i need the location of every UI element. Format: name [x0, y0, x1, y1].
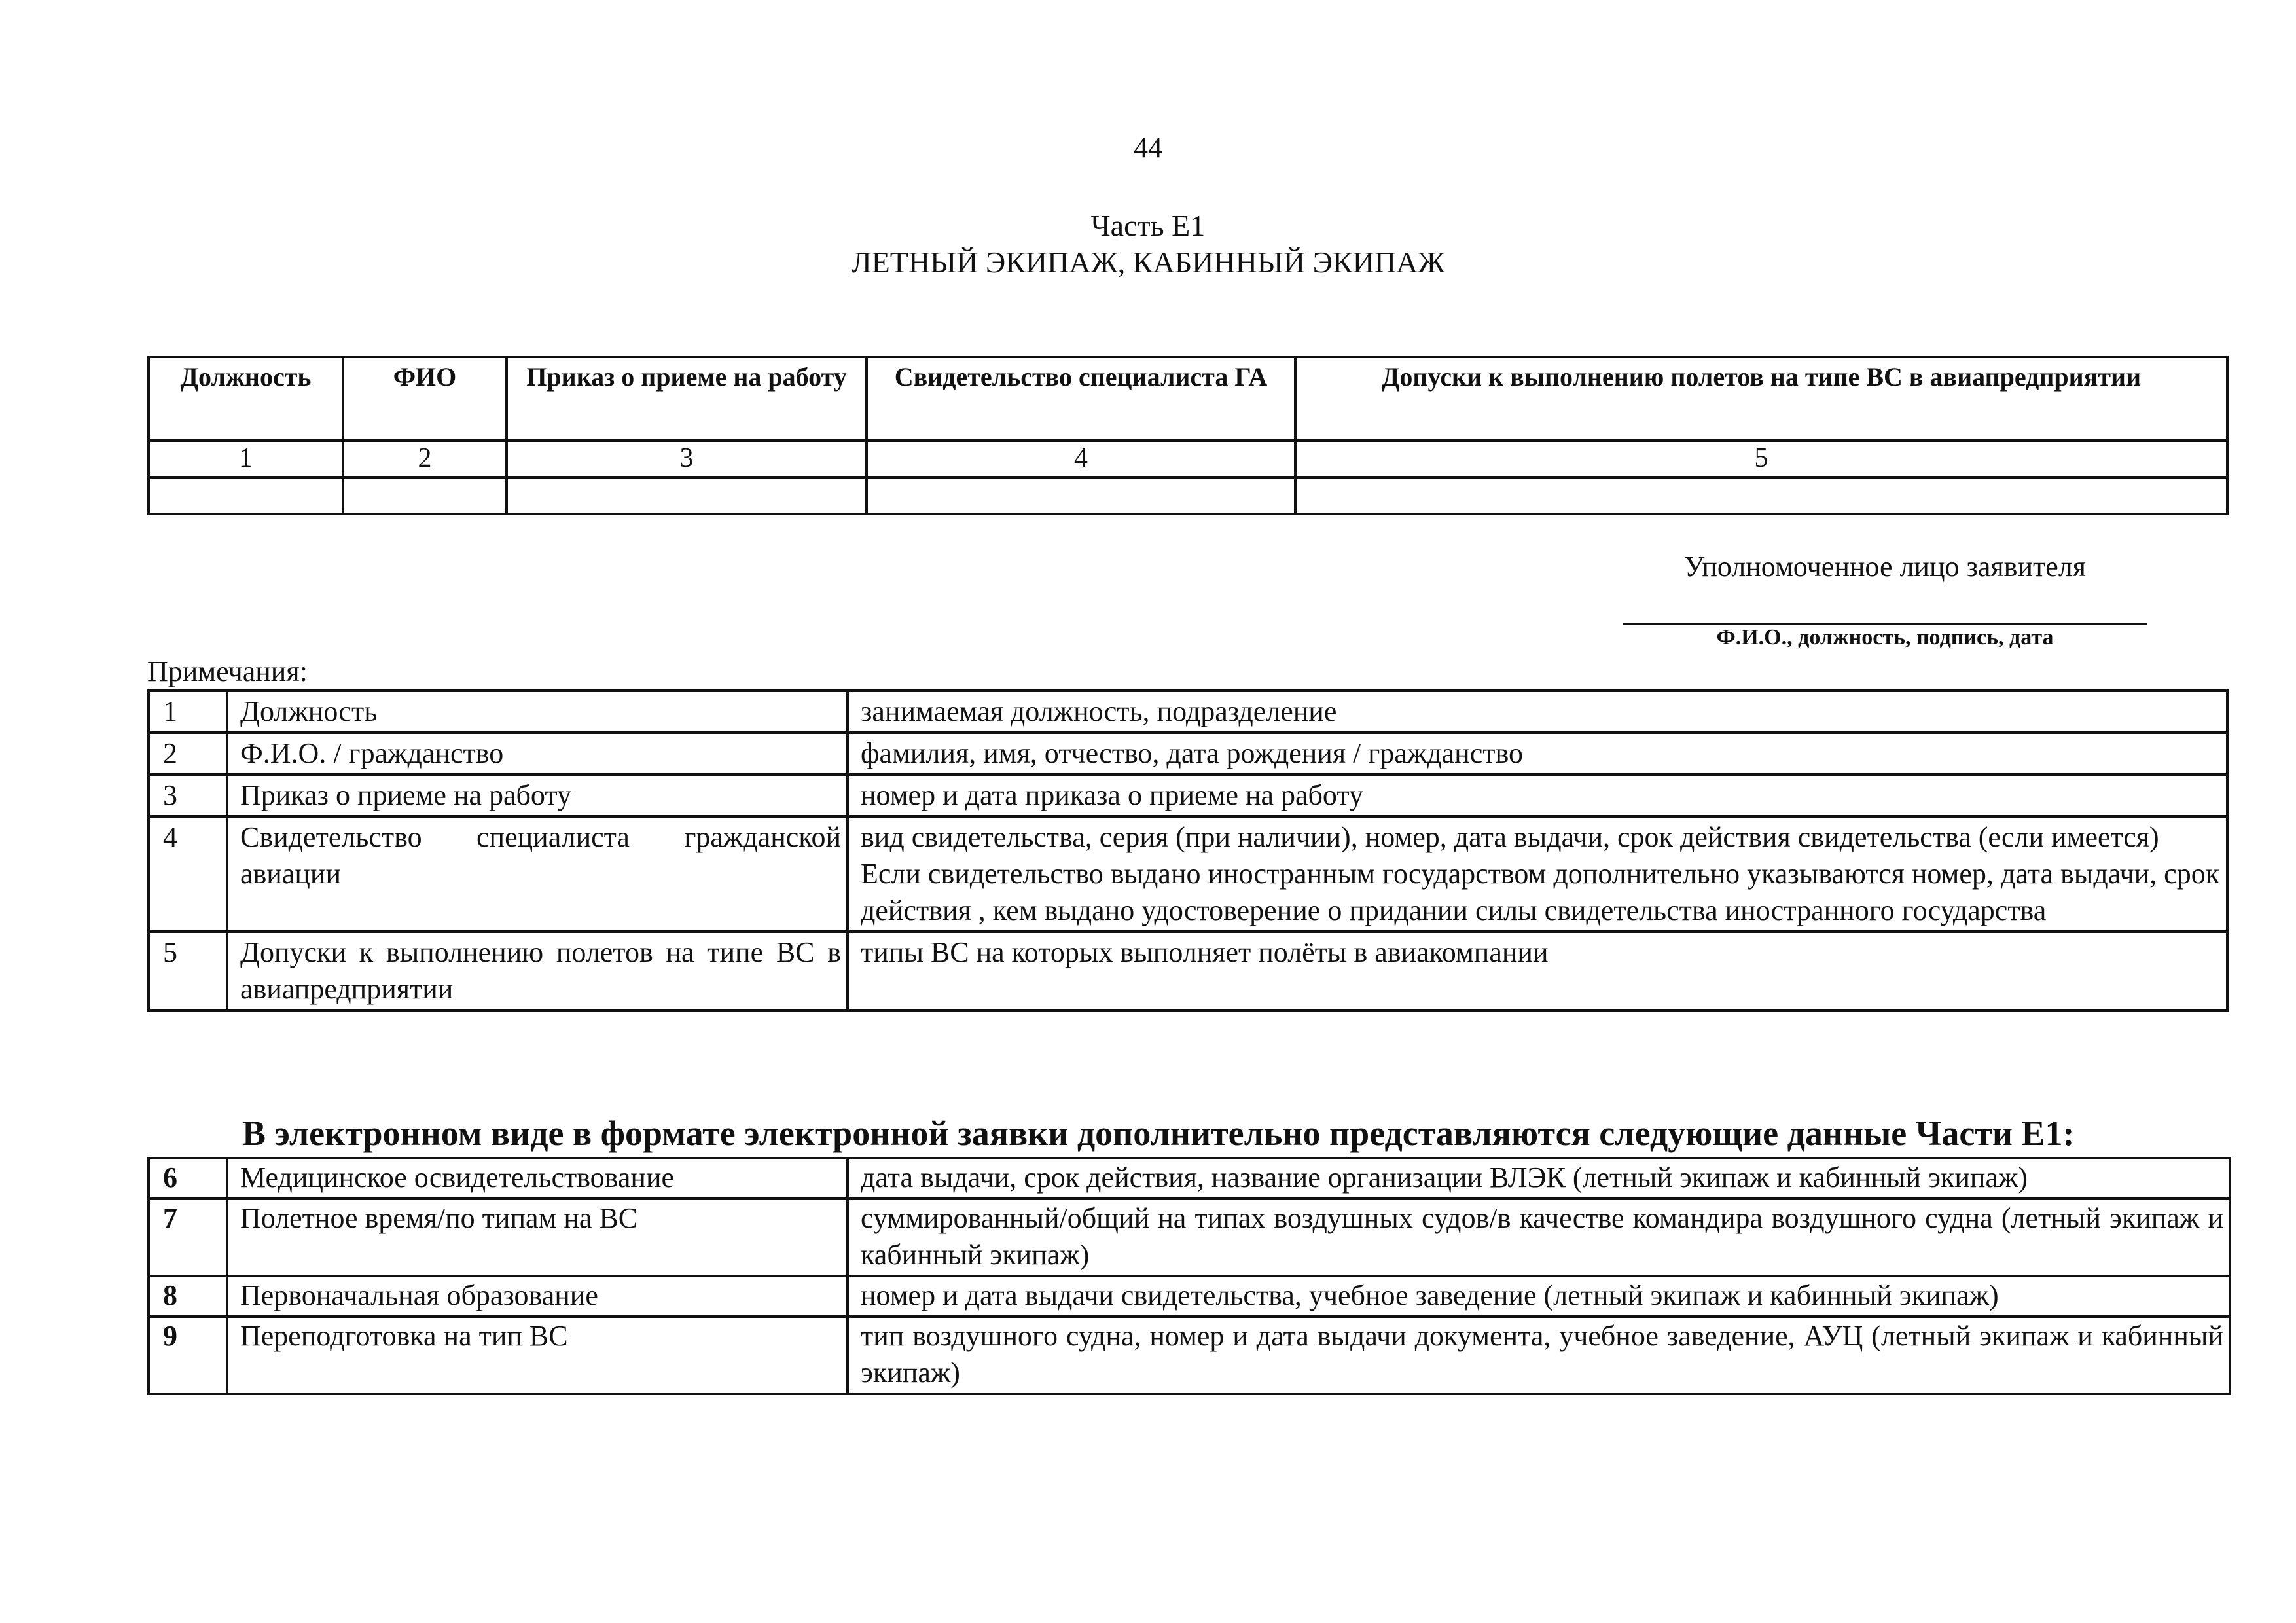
- electronic-data-row: [149, 1199, 2230, 1276]
- electronic-data-row: [149, 1158, 2230, 1199]
- header-cell-hiring-order: Приказ о приеме на работу: [507, 357, 867, 441]
- row-term: Ф.И.О. / гражданство: [227, 733, 848, 775]
- row-description: [848, 816, 2227, 932]
- row-term: Переподготовка на тип ВС: [227, 1317, 848, 1394]
- page-number: 44: [1134, 132, 1162, 164]
- row-description: фамилия, имя, отчество, дата рождения / гражданство: [848, 733, 2227, 775]
- row-description-line: вид свидетельства, серия (при наличии), номер, дата выдачи, срок действия свидетельства (если имеется): [861, 821, 2159, 853]
- empty-cell: [343, 477, 507, 514]
- row-term: Первоначальная образование: [227, 1276, 848, 1317]
- row-number: 9: [149, 1317, 227, 1394]
- empty-cell: [507, 477, 867, 514]
- electronic-submission-heading: В электронном виде в формате электронной заявки дополнительно представляются следующие данные Части Е1:: [242, 1114, 2075, 1153]
- notes-row: [149, 775, 2227, 816]
- row-number: 5: [149, 932, 227, 1010]
- header-cell-flight-clearances: Допуски к выполнению полетов на типе ВС в авиапредприятии: [1295, 357, 2227, 441]
- column-number: 2: [343, 441, 507, 477]
- header-cell-fio: ФИО: [343, 357, 507, 441]
- notes-row: [149, 816, 2227, 932]
- main-table-header-row: [149, 357, 2227, 441]
- empty-cell: [1295, 477, 2227, 514]
- row-term: Свидетельство специалиста гражданской авиации: [227, 816, 848, 932]
- column-number: 1: [149, 441, 343, 477]
- electronic-data-row: [149, 1317, 2230, 1394]
- row-description: номер и дата приказа о приеме на работу: [848, 775, 2227, 816]
- column-number: 3: [507, 441, 867, 477]
- row-description: дата выдачи, срок действия, название организации ВЛЭК (летный экипаж и кабинный экипаж): [848, 1158, 2230, 1199]
- row-description: суммированный/общий на типах воздушных судов/в качестве командира воздушного судна (летный экипаж и кабинный экипаж): [848, 1199, 2230, 1276]
- row-number: 6: [149, 1158, 227, 1199]
- main-table-empty-row: [149, 477, 2227, 514]
- empty-cell: [867, 477, 1295, 514]
- notes-row: [149, 691, 2227, 733]
- row-term: Полетное время/по типам на ВС: [227, 1199, 848, 1276]
- row-number: 7: [149, 1199, 227, 1276]
- row-term: Допуски к выполнению полетов на типе ВС в авиапредприятии: [227, 932, 848, 1010]
- part-subtitle: ЛЕТНЫЙ ЭКИПАЖ, КАБИННЫЙ ЭКИПАЖ: [851, 246, 1445, 279]
- column-number: 4: [867, 441, 1295, 477]
- row-term: Должность: [227, 691, 848, 733]
- header-cell-position: Должность: [149, 357, 343, 441]
- row-description: занимаемая должность, подразделение: [848, 691, 2227, 733]
- row-term: Медицинское освидетельствование: [227, 1158, 848, 1199]
- signature-caption: Ф.И.О., должность, подпись, дата: [1716, 625, 2054, 649]
- row-number: 2: [149, 733, 227, 775]
- row-description-note: Если свидетельство выдано иностранным государством дополнительно указываются номер, дата выдачи, срок действия , кем выдано удостоверение о придании силы свидетельства иностранного государства: [861, 858, 2220, 926]
- notes-row: [149, 932, 2227, 1010]
- row-description: типы ВС на которых выполняет полёты в авиакомпании: [848, 932, 2227, 1010]
- notes-row: [149, 733, 2227, 775]
- column-number: 5: [1295, 441, 2227, 477]
- row-number: 3: [149, 775, 227, 816]
- row-description: номер и дата выдачи свидетельства, учебное заведение (летный экипаж и кабинный экипаж): [848, 1276, 2230, 1317]
- row-term: Приказ о приеме на работу: [227, 775, 848, 816]
- row-description: тип воздушного судна, номер и дата выдачи документа, учебное заведение, АУЦ (летный экипаж и кабинный экипаж): [848, 1317, 2230, 1394]
- electronic-data-table: [147, 1157, 2231, 1395]
- part-title: Часть Е1: [1090, 209, 1206, 242]
- header-cell-certificate: Свидетельство специалиста ГА: [867, 357, 1295, 441]
- notes-label: Примечания:: [147, 655, 308, 687]
- electronic-data-row: [149, 1276, 2230, 1317]
- empty-cell: [149, 477, 343, 514]
- main-table-number-row: [149, 441, 2227, 477]
- authorized-person-label: Уполномоченное лицо заявителя: [1684, 551, 2086, 583]
- row-number: 4: [149, 816, 227, 932]
- notes-table: [147, 689, 2229, 1012]
- row-number: 1: [149, 691, 227, 733]
- row-number: 8: [149, 1276, 227, 1317]
- main-table: [147, 356, 2229, 515]
